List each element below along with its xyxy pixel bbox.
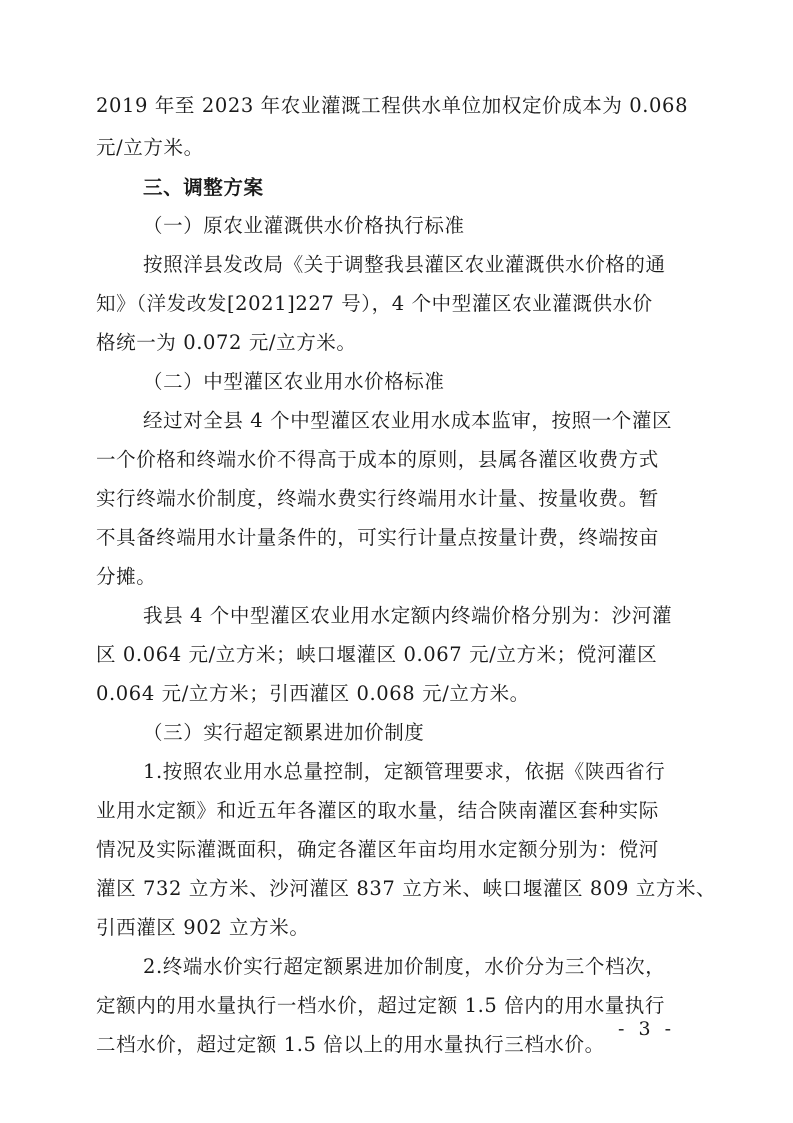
body-line: 灌区 732 立方米、沙河灌区 837 立方米、峡口堰灌区 809 立方米、 bbox=[96, 877, 717, 900]
body-line: 区 0.064 元/立方米；峡口堰灌区 0.067 元/立方米；傥河灌区 bbox=[96, 643, 658, 666]
body-line: 经过对全县 4 个中型灌区农业用水成本监审，按照一个灌区 bbox=[143, 409, 673, 432]
page-number: - 3 - bbox=[618, 1018, 676, 1040]
body-line: 不具备终端用水计量条件的，可实行计量点按量计费，终端按亩 bbox=[96, 526, 659, 549]
body-line: 按照洋县发改局《关于调整我县灌区农业灌溉供水价格的通 bbox=[143, 253, 666, 276]
body-line: 2019 年至 2023 年农业灌溉工程供水单位加权定价成本为 0.068 bbox=[96, 94, 689, 117]
body-line: 一个价格和终端水价不得高于成本的原则，县属各灌区收费方式 bbox=[96, 448, 659, 471]
subsection-heading: （二）中型灌区农业用水价格标准 bbox=[143, 370, 445, 393]
body-line: 二档水价，超过定额 1.5 倍以上的用水量执行三档水价。 bbox=[96, 1033, 605, 1056]
body-line: 2.终端水价实行超定额累进加价制度，水价分为三个档次， bbox=[143, 955, 666, 978]
section-heading: 三、调整方案 bbox=[143, 176, 264, 199]
body-line: 定额内的用水量执行一档水价，超过定额 1.5 倍内的用水量执行 bbox=[96, 994, 666, 1017]
body-line: 情况及实际灌溉面积，确定各灌区年亩均用水定额分别为：傥河 bbox=[96, 838, 659, 861]
body-line: 1.按照农业用水总量控制，定额管理要求，依据《陕西省行 bbox=[143, 760, 666, 783]
body-line: 我县 4 个中型灌区农业用水定额内终端价格分别为：沙河灌 bbox=[143, 604, 673, 627]
body-line: 引西灌区 902 立方米。 bbox=[96, 916, 310, 939]
body-line: 元/立方米。 bbox=[96, 136, 204, 159]
body-line: 实行终端水价制度，终端水费实行终端用水计量、按量收费。暂 bbox=[96, 487, 659, 510]
body-line: 0.064 元/立方米；引西灌区 0.068 元/立方米。 bbox=[96, 682, 530, 705]
subsection-heading: （一）原农业灌溉供水价格执行标准 bbox=[143, 214, 465, 237]
body-line: 业用水定额》和近五年各灌区的取水量，结合陕南灌区套种实际 bbox=[96, 799, 659, 822]
body-line: 分摊。 bbox=[96, 565, 157, 588]
subsection-heading: （三）实行超定额累进加价制度 bbox=[143, 721, 425, 744]
body-line: 知》（洋发改发[2021]227 号），4 个中型灌区农业灌溉供水价 bbox=[96, 292, 653, 315]
body-line: 格统一为 0.072 元/立方米。 bbox=[96, 331, 357, 354]
